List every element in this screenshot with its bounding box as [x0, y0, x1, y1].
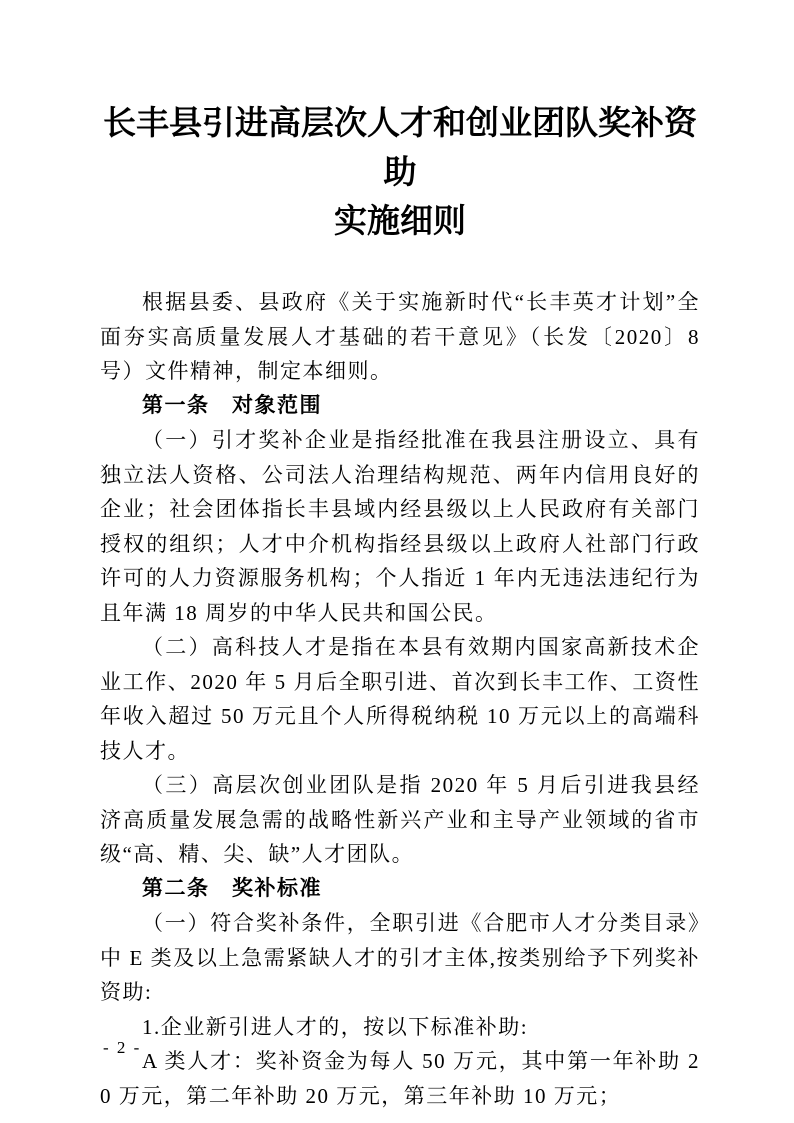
class-a-talent-paragraph: A 类人才：奖补资金为每人 50 万元，其中第一年补助 20 万元，第二年补助 20 万元，第三年补助 10 万元；	[100, 1049, 700, 1108]
page-content	[100, 0, 700, 1113]
page-number: - 2 -	[103, 1038, 142, 1057]
article-1-clause-1-paragraph: （一）引才奖补企业是指经批准在我县注册设立、具有独立法人资格、公司法人治理结构规范、两年内信用良好的企业；社会团体指长丰县域内经县级以上人民政府有关部门授权的组织；人才中介机构指经县级以上政府人社部门行政许可的人力资源服务机构；个人指近 1 年内无违法违纪行为且年满 18 周岁的中华人民共和国公民。	[100, 428, 700, 625]
article-1-clause-3-paragraph: （三）高层次创业团队是指 2020 年 5 月后引进我县经济高质量发展急需的战略性新兴产业和主导产业领域的省市级“高、精、尖、缺”人才团队。	[100, 773, 700, 866]
document-body	[100, 285, 700, 1113]
document-title-line1: 长丰县引进高层次人才和创业团队奖补资助	[103, 106, 697, 191]
article-1-heading: 第一条 对象范围	[142, 393, 322, 417]
article-2-heading: 第二条 奖补标准	[142, 876, 322, 900]
article-1-clause-2-paragraph: （二）高科技人才是指在本县有效期内国家高新技术企业工作、2020 年 5 月后全职引进、首次到长丰工作、工资性年收入超过 50 万元且个人所得税纳税 10 万元以上的高端科技人才。	[100, 635, 700, 763]
document-title-line2: 实施细则	[334, 204, 466, 240]
article-2-clause-1-paragraph: （一）符合奖补条件，全职引进《合肥市人才分类目录》中 E 类及以上急需紧缺人才的引才主体,按类别给予下列奖补资助:	[100, 911, 700, 1004]
article-2-item-1-paragraph: 1.企业新引进人才的，按以下标准补助:	[142, 1014, 529, 1039]
document-title	[100, 0, 700, 247]
intro-paragraph: 根据县委、县政府《关于实施新时代“长丰英才计划”全面夯实高质量发展人才基础的若干意见》（长发〔2020〕8 号）文件精神，制定本细则。	[100, 290, 700, 383]
